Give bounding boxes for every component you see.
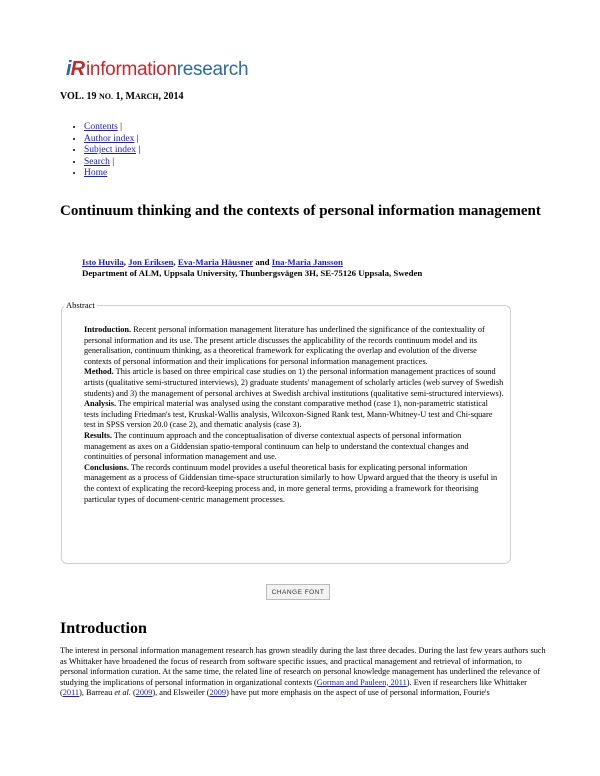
abstract-legend: Abstract xyxy=(66,300,95,310)
article-title: Continuum thinking and the contexts of personal information management xyxy=(60,203,541,219)
citation-link[interactable]: 2011 xyxy=(62,688,80,697)
nav-link-author-index[interactable]: Author index xyxy=(84,133,135,144)
author-link[interactable]: Eva-Maria Häusner xyxy=(177,257,254,267)
abstract-box xyxy=(61,300,511,564)
nav-item-author-index: • Author index | xyxy=(84,134,140,146)
intro-paragraph: The interest in personal information management research has grown steadily during the last three decades. During the last few years authors such as Whittaker have broadened the focus of research from software specific issues, and practical management and retrieval of information, to personal information curation. At the same time, the related line of research on personal knowledge management has underlined the relevance of studying the implications of personal information in organizational contexts (Gorman and Pauleen, 2011). Even if researchers like Whittaker (2011), Barreau et al. (2009), and Elsweiler (2009) have put more emphasis on the aspect of use of personal information, Fourie's xyxy=(60,646,546,697)
citation-link[interactable]: 2009 xyxy=(135,688,153,697)
nav-item-home xyxy=(84,168,140,180)
abstract-section: Conclusions. The records continuum model provides a useful theoretical basis for explicating personal information management as a process of Giddensian time-space structuration similarly to how Upward argued that the theory is useful in the context of explicating the record-keeping process and, in more general terms, providing a framework for theorising particular types of document-centric management processes. xyxy=(84,462,498,504)
nav-item-search: • Search | xyxy=(84,157,140,169)
affiliation: Department of ALM, Uppsala University, Thunbergsvägen 3H, SE-75126 Uppsala, Sweden xyxy=(82,268,423,278)
abstract-section: Method. This article is based on three empirical case studies on 1) the personal information management practices of sound artists (qualitative semi-structured interviews), 2) graduate students' management of scholarly articles (web survey of Swedish students) and 3) the management of personal archives at Swedish archival institutions (qualitative semi-structured interviews). xyxy=(84,367,504,398)
abstract-body xyxy=(84,325,504,505)
site-nav xyxy=(68,122,140,180)
author-block xyxy=(82,257,422,279)
citation-link[interactable]: Gorman and Pauleen, 2011 xyxy=(316,677,407,687)
change-font-button[interactable]: CHANGE FONT xyxy=(266,584,330,600)
section-heading-introduction: Introduction xyxy=(60,620,147,637)
author-list: Isto Huvila, Jon Eriksen, Eva-Maria Häusner and Ina-Maria Jansson xyxy=(82,257,343,267)
abstract-section: Results. The continuum approach and the conceptualisation of diverse contextual aspects of personal information management as axes on a Giddensian spatio-temporal continuum can help to understand the contextual changes and continuities of personal information management and use. xyxy=(84,430,469,462)
nav-link-contents[interactable]: Contents xyxy=(84,122,118,132)
author-link[interactable]: Isto Huvila xyxy=(82,257,124,267)
issue-info: VOL. 19 NO. 1, MARCH, 2014 xyxy=(60,91,184,102)
nav-item-contents: • Contents | xyxy=(84,122,140,134)
logo-wordmark: informationresearch xyxy=(86,58,249,80)
nav-link-search[interactable]: Search xyxy=(84,156,110,167)
nav-item-subject-index: • Subject index | xyxy=(84,145,140,157)
site-logo[interactable] xyxy=(66,58,248,81)
nav-link-home[interactable]: Home xyxy=(84,168,108,178)
nav-link-subject-index[interactable]: Subject index xyxy=(84,145,136,155)
author-link[interactable]: Jon Eriksen xyxy=(128,257,174,267)
author-link[interactable]: Ina-Maria Jansson xyxy=(271,257,343,267)
abstract-section: Introduction. Recent personal information management literature has underlined the significance of the contextuality of personal information and its use. The present article discusses the applicability of the records continuum model and its generalisation, continuum thinking, as a theoretical framework for explicating the overlap and evolution of the diverse contexts of personal information and their implications for personal information management practices. xyxy=(84,325,485,366)
citation-link[interactable]: 2009 xyxy=(209,688,227,697)
ir-logo-mark: iR xyxy=(66,58,85,80)
abstract-section: Analysis. The empirical material was analysed using the constant comparative method (case 1), non-parametric statistical tests including Friedman's test, Kruskal-Wallis analysis, Wilcoxon-Signed Rank test, Mann-Whitney-U test and Chi-square test in SPSS version 20.0 (case 2), and thematic analysis (case 3). xyxy=(84,399,493,430)
